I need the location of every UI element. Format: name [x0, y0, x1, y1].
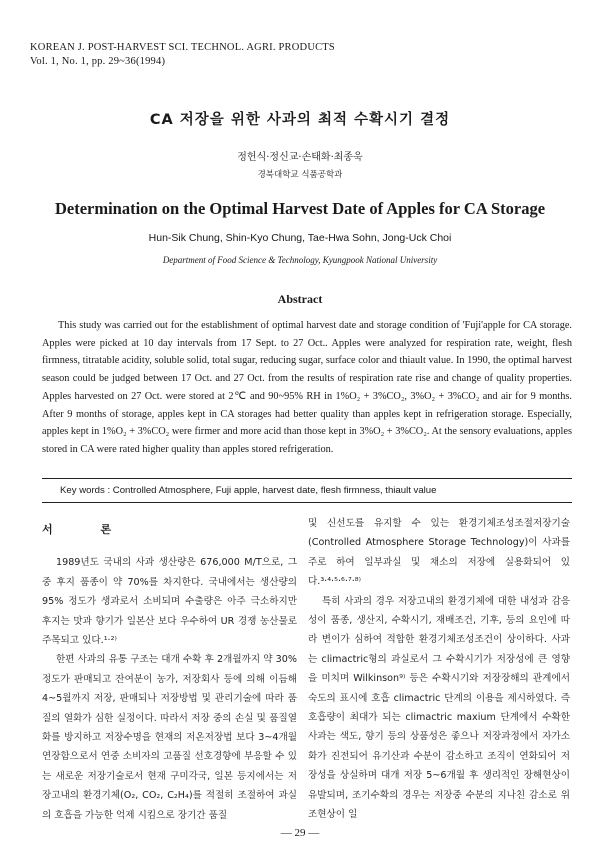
- page-number: — 29 —: [280, 827, 320, 839]
- left-paragraph-2: 한편 사과의 유통 구조는 대개 수확 후 2개월까지 약 30% 정도가 판매되고 잔여분이 농가, 저장회사 등에 의해 이듬해 4~5월까지 저장, 판매되나 저장방법 및 관리기술에 따라 품질의 열화가 심한 실정이다. 따라서 저장 중의 손실 및 품질열화를 방지하고 저장수명을 현재의 저온저장법 보다 3~4개월 연장함으로서 연중 소비자의 고품질 선호경향에 부응할 수 있는 새로운 저장기술로서 현재 구미각국, 일본 등지에서는 저장고내의 환경기체(O₂, CO₂, C₂H₄)를 적절히 조절하여 과실의 호흡을 가능한 억제 시킴으로 장기간 품질: [42, 654, 297, 821]
- right-paragraph-2: 특히 사과의 경우 저장고내의 환경기체에 대한 내성과 감응성이 품종, 생산지, 수확시기, 재배조건, 기후, 등의 요인에 따라 변이가 심하여 적합한 환경기체조성조건이 상이하다. 사과는 climactric형의 과실로서 그 수확시기가 저장성에 큰 영향을 미치며 Wilkinson⁹⁾ 등은 수확시기와 저장장해의 관계에서 숙도의 표시에 호흡 climactric 단계의 이용을 제시하였다. 즉 호흡량이 최대가 되는 climactric maxium 단계에서 수확한 사과는 색도, 향기 등의 상품성은 좋으나 저장과정에서 자가소화가 진전되어 유기산과 수분이 감소하고 조직이 연화되어 저장성을 상실하며 대개 저장 5~6개월 후 생리적인 장해현상이 유발되며, 조기수확의 경우는 저장중 수분의 지나친 감소로 위조현상이 일: [308, 595, 570, 821]
- english-affiliation: Department of Food Science & Technology, Kyungpook National University: [162, 255, 438, 265]
- abstract-body: [42, 317, 572, 459]
- abstract-heading: Abstract: [277, 292, 323, 306]
- journal-header: [30, 41, 335, 69]
- korean-authors: 정헌식·정신교·손태화·최종욱: [237, 152, 363, 163]
- korean-affiliation: 경북대학교 식품공학과: [257, 170, 343, 180]
- section-heading-introduction: 서 론: [42, 523, 134, 536]
- keywords-bottom-rule: [42, 502, 572, 503]
- korean-title: CA 저장을 위한 사과의 최적 수확시기 결정: [149, 112, 451, 128]
- left-paragraph-1: 1989년도 국내의 사과 생산량은 676,000 M/T으로, 그 중 후지 품종이 약 70%를 차지한다. 국내에서는 생산량의 95% 정도가 생과로서 소비되며 수출량은 아주 극소하지만 후지는 맛과 향기가 일본산 보다 우수하여 UR 경쟁 농산물로 주목되고 있다.¹·²⁾: [42, 557, 297, 647]
- english-title: Determination on the Optimal Harvest Date of Apples for CA Storage: [54, 199, 546, 218]
- left-column: [42, 520, 297, 825]
- journal-volume: Vol. 1, No. 1, pp. 29~36(1994): [30, 56, 166, 67]
- abstract-text: This study was carried out for the establishment of optimal harvest date and storage condition of 'Fuji'apple for CA storage. Apples were picked at 10 day intervals from 17 Sept. to 27 Oct.. Apples were analyzed for respiration rate, weight, flesh firmness, titratable acidity, soluble solid, total sugar, reducing sugar, surface color and thiault value. In 1990, the optimal harvest season could be judged between 17 Oct. and 27 Oct. from the results of respiration rate rise and change of quality properties. Apples harvested on 27 Oct. were stored at 2℃ and 90~95% RH in 1%O₂ + 3%CO₂, 3%O₂ + 3%CO₂ and air for 9 months. After 9 months of storage, apples kept in CA storages had better quality than apples kept in refrigeration storage. Especially, apples kept in 1%O₂ + 3%CO₂ were firmer and more acid than those kept in 3%O₂ + 3%CO₂. At the sensory evaluations, apples stored in CA were rated higher quality than apples stored refrigeration.: [42, 320, 572, 455]
- english-authors: Hun-Sik Chung, Shin-Kyo Chung, Tae-Hwa Sohn, Jong-Uck Choi: [148, 232, 452, 244]
- keywords-top-rule: [42, 478, 572, 479]
- right-paragraph-1: 및 신선도를 유지할 수 있는 환경기체조성조절저장기술(Controlled Atmosphere Storage Technology)이 사과를 주로 하여 일부과실 및 채소의 저장에 실용화되어 있다.³·⁴·⁵·⁶·⁷·⁸⁾: [308, 518, 570, 588]
- keywords: Key words : Controlled Atmosphere, Fuji apple, harvest date, flesh firmness, thiault value: [60, 485, 437, 496]
- right-column: [308, 514, 570, 825]
- journal-name: KOREAN J. POST-HARVEST SCI. TECHNOL. AGRI. PRODUCTS: [30, 42, 335, 53]
